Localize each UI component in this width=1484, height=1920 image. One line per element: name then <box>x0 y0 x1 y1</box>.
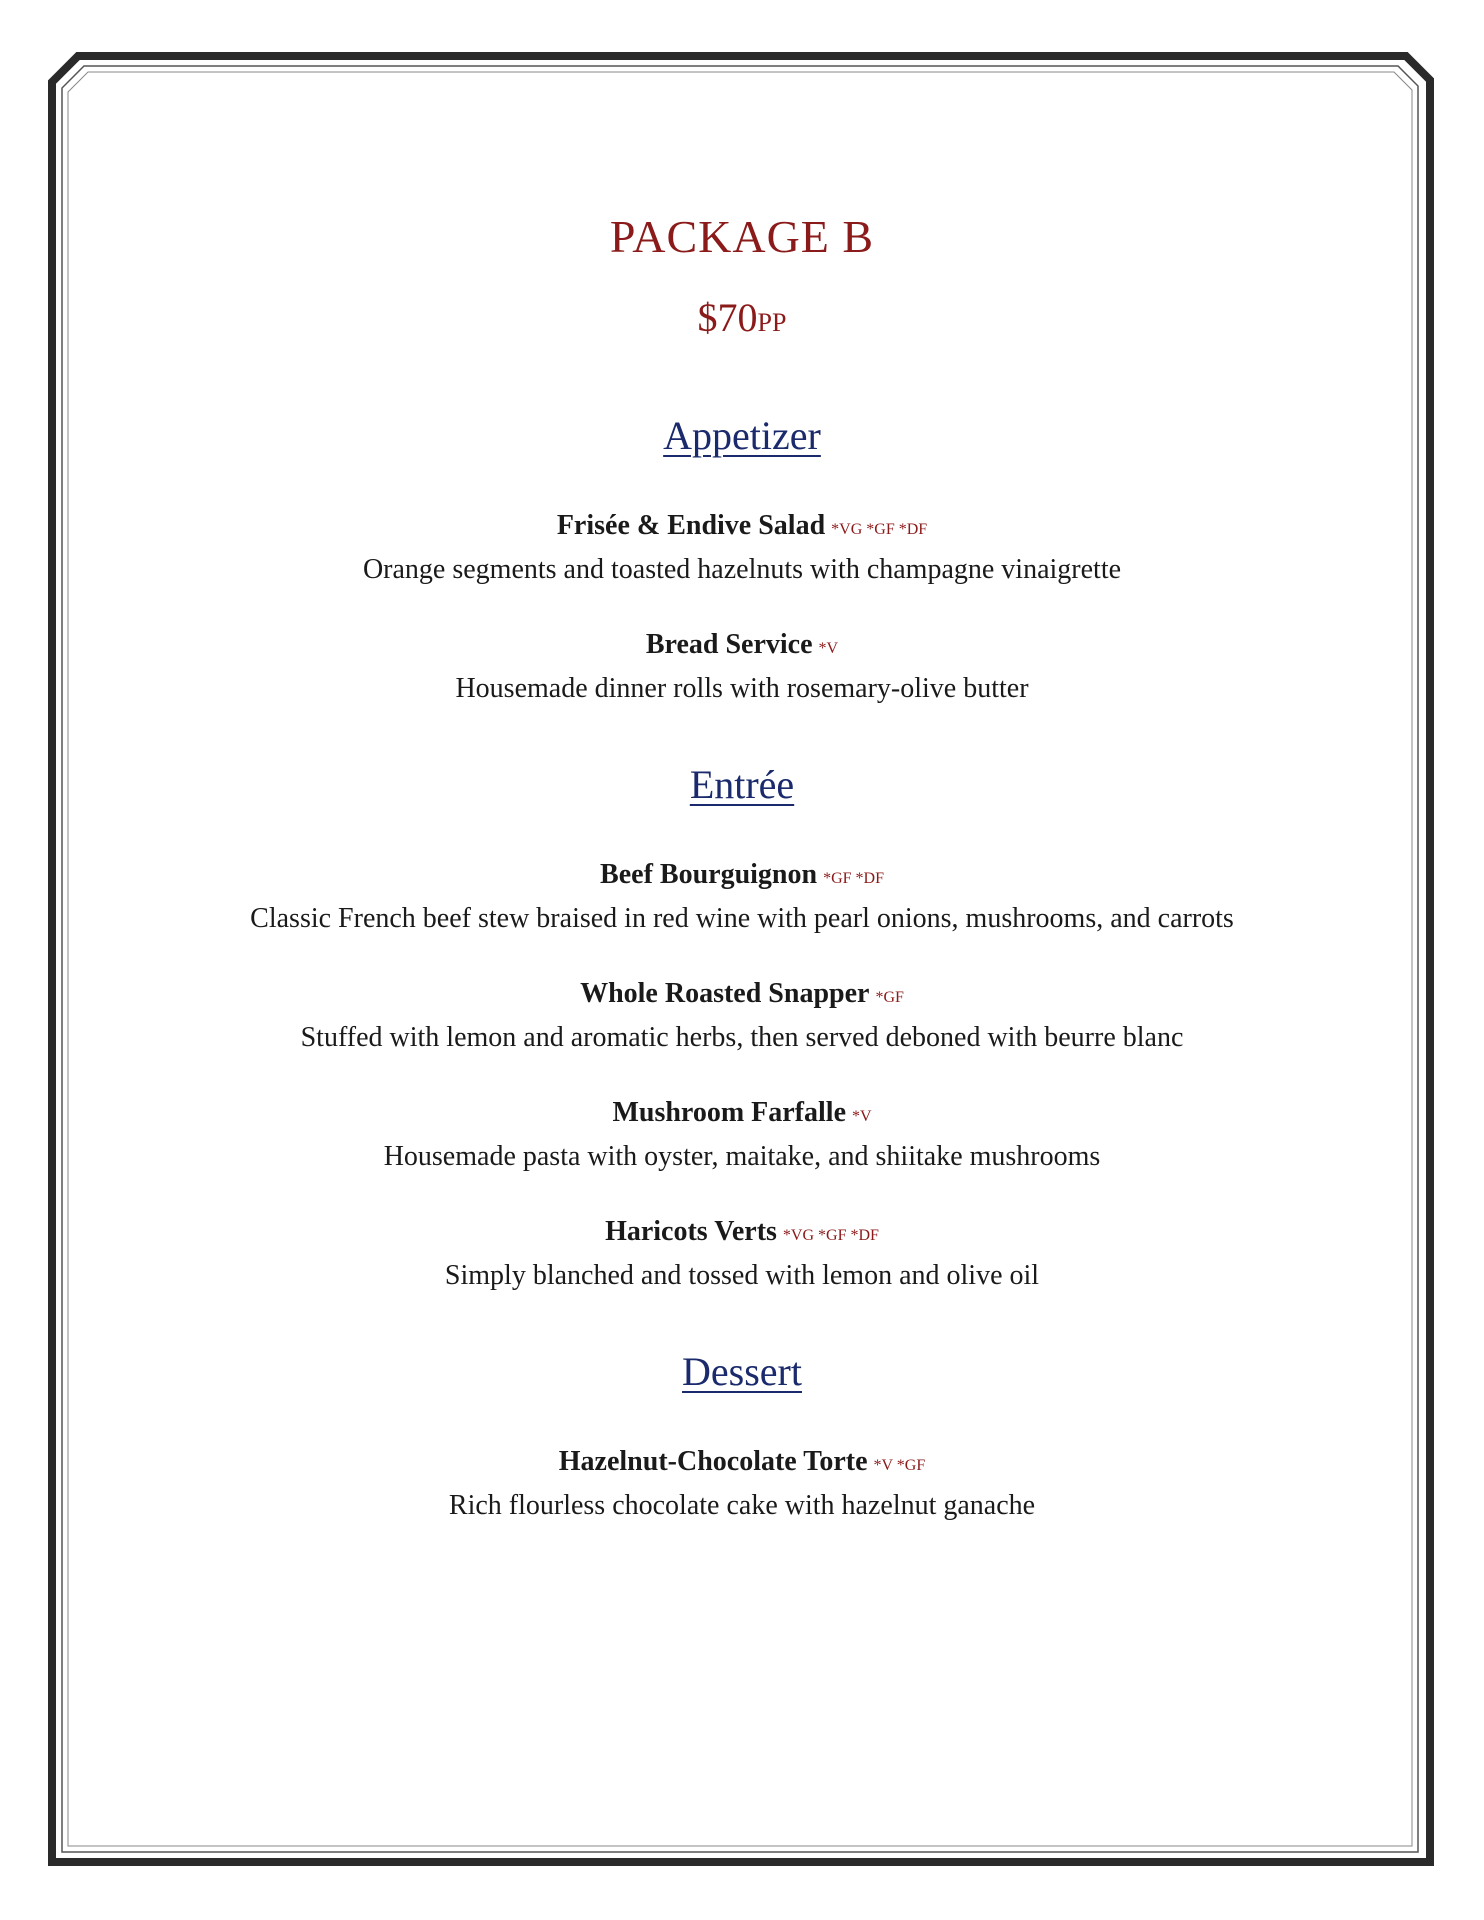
dietary-tags: *GF <box>875 989 904 1006</box>
menu-item-description: Classic French beef stew braised in red wine with pearl onions, mushrooms, and carrots <box>250 903 1234 934</box>
item-name-text: Bread Service <box>645 629 813 660</box>
menu-item-description: Stuffed with lemon and aromatic herbs, then served deboned with beurre blanc <box>300 1022 1184 1053</box>
menu-item-name <box>120 1218 1364 1246</box>
dietary-tags: *V *GF <box>873 1457 926 1474</box>
package-title: PACKAGE B <box>609 211 875 262</box>
menu-item-name <box>120 861 1364 889</box>
item-name-text: Haricots Verts <box>605 1216 777 1247</box>
dietary-tags: *V <box>818 640 839 657</box>
menu-item-name <box>120 1448 1364 1476</box>
section-heading-entree: Entrée <box>689 762 795 807</box>
menu-item-name <box>120 512 1364 540</box>
item-name-text: Mushroom Farfalle <box>612 1097 846 1128</box>
dietary-tags: *GF *DF <box>823 870 884 887</box>
menu-item-description: Rich flourless chocolate cake with hazelnut ganache <box>448 1490 1036 1521</box>
item-name-text: Frisée & Endive Salad <box>556 510 826 541</box>
menu-item-description: Housemade dinner rolls with rosemary-olive butter <box>455 673 1029 704</box>
item-name-text: Hazelnut-Chocolate Torte <box>558 1446 868 1477</box>
price-amount: $70 <box>697 295 758 340</box>
menu-item-name <box>120 1099 1364 1127</box>
section-heading-appetizer: Appetizer <box>663 413 821 458</box>
menu-item-name <box>120 980 1364 1008</box>
dietary-tags: *VG *GF *DF <box>831 521 928 538</box>
section-heading-dessert: Dessert <box>682 1349 802 1394</box>
menu-item-description: Simply blanched and tossed with lemon and olive oil <box>444 1260 1040 1291</box>
menu-item-description: Orange segments and toasted hazelnuts with champagne vinaigrette <box>362 554 1122 585</box>
price-unit: PP <box>757 308 787 337</box>
menu-item-description: Housemade pasta with oyster, maitake, and shiitake mushrooms <box>383 1141 1101 1172</box>
item-name-text: Whole Roasted Snapper <box>580 978 870 1009</box>
menu-item-name <box>120 631 1364 659</box>
dietary-tags: *VG *GF *DF <box>782 1227 879 1244</box>
package-price <box>120 295 1364 340</box>
item-name-text: Beef Bourguignon <box>600 859 818 890</box>
dietary-tags: *V <box>852 1108 872 1125</box>
